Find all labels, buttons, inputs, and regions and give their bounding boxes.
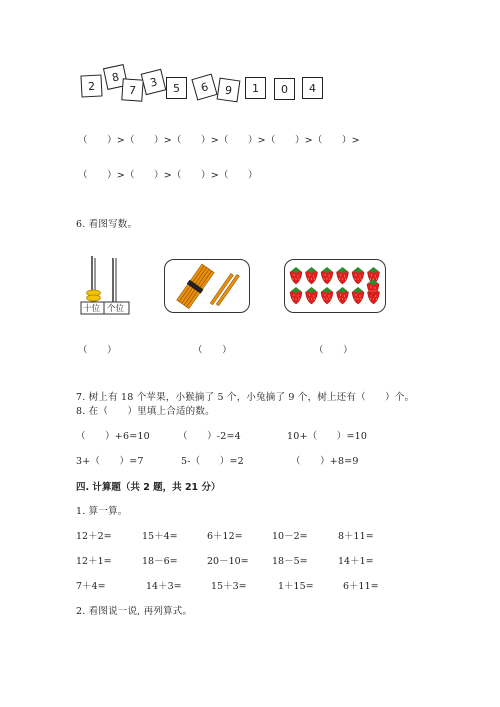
compare-line-1: （ ）>（ ）>（ ）>（ ）>（ ）>（ ）>: [78, 135, 360, 146]
q7-text: 7. 树上有 18 个苹果，小猴摘了 5 个，小兔摘了 9 个，树上还有（ ）个。: [76, 392, 415, 403]
calc-item: 12＋2=: [76, 531, 112, 542]
fill-blank-item: （ ）+6=10: [76, 431, 150, 442]
calc-item: 6＋12=: [207, 531, 243, 542]
number-card: 5: [166, 77, 187, 99]
fill-blank-item: （ ）-2=4: [178, 431, 241, 442]
calc-item: 18－5=: [272, 556, 308, 567]
calc-item: 18－6=: [142, 556, 178, 567]
fill-blank-item: （ ）+8=9: [291, 456, 359, 467]
calc-item: 1＋15=: [278, 581, 314, 592]
strawberries-icon: [285, 260, 385, 312]
number-card: 1: [245, 77, 266, 99]
calc-item: 12＋1=: [76, 556, 112, 567]
answer-blank-sticks: （ ）: [193, 345, 232, 356]
tens-label: 十位: [83, 304, 101, 314]
calc-item: 6＋11=: [343, 581, 379, 592]
calc-item: 20－10=: [207, 556, 249, 567]
sticks-picture: [164, 259, 250, 313]
fill-blank-item: 10+（ ）=10: [287, 431, 368, 442]
q8-title: 8. 在（ ）里填上合适的数。: [76, 406, 215, 417]
strawberry-icon: [337, 267, 349, 284]
calc-item: 10－2=: [272, 531, 308, 542]
strawberry-icon: [290, 267, 302, 284]
calc-item: 7＋4=: [76, 581, 106, 592]
strawberry-icon: [321, 287, 333, 304]
strawberry-icon: [306, 267, 318, 284]
number-card: 3: [141, 69, 167, 95]
strawberries-picture: [284, 259, 386, 313]
number-card: 0: [274, 78, 295, 100]
number-card: 2: [80, 74, 102, 97]
strawberry-icon: [352, 267, 364, 284]
answer-blank-abacus: （ ）: [78, 345, 117, 356]
answer-blank-strawberries: （ ）: [314, 345, 353, 356]
calc-item: 14＋1=: [338, 556, 374, 567]
strawberry-icon: [290, 287, 302, 304]
strawberry-icon: [337, 287, 349, 304]
sticks-bundle-icon: [165, 260, 249, 312]
number-card: 9: [217, 78, 241, 103]
abacus-picture: [80, 256, 130, 316]
q1-title: 1. 算一算。: [76, 506, 128, 517]
compare-line-2: （ ）>（ ）>（ ）>（ ）: [78, 170, 258, 181]
number-card: 8: [103, 64, 128, 90]
number-card: 4: [302, 77, 323, 99]
fill-blank-item: 3+（ ）=7: [76, 456, 144, 467]
q2-title: 2. 看图说一说, 再列算式。: [76, 606, 193, 617]
strawberry-icon: [321, 267, 333, 284]
fill-blank-item: 5-（ ）=2: [181, 456, 244, 467]
strawberry-icon: [352, 287, 364, 304]
strawberry-icon: [306, 287, 318, 304]
calc-item: 8＋11=: [338, 531, 374, 542]
number-card: 6: [191, 74, 217, 101]
section-4-title: 四. 计算题（共 2 题，共 21 分）: [76, 482, 221, 493]
calc-item: 14＋3=: [146, 581, 182, 592]
number-card: 7: [121, 78, 143, 101]
calc-item: 15＋3=: [211, 581, 247, 592]
ones-label: 个位: [107, 304, 125, 314]
calc-item: 15＋4=: [142, 531, 178, 542]
q6-title: 6. 看图写数。: [76, 219, 138, 230]
